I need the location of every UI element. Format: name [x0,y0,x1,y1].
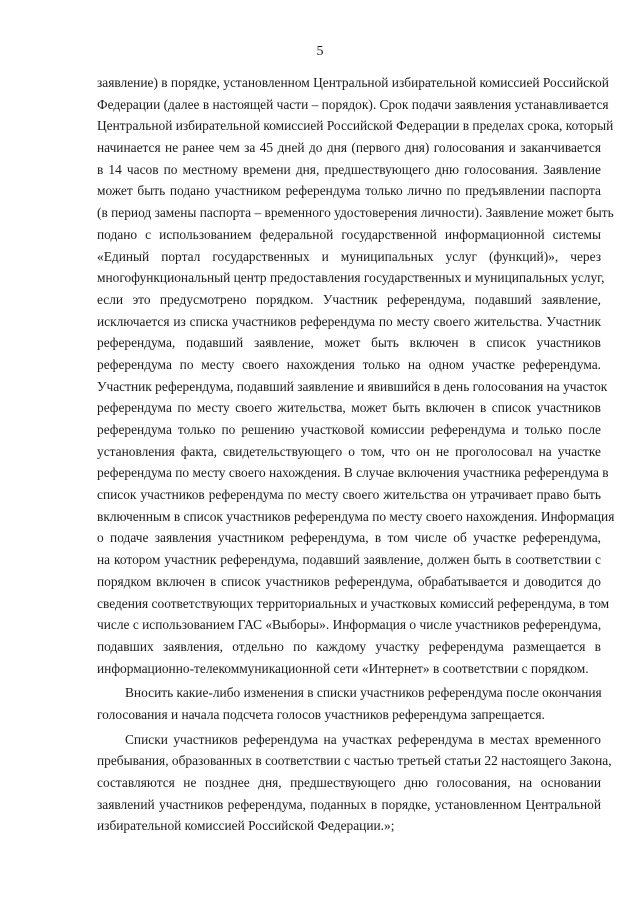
text-line: порядком включен в список участников референдума, обрабатывается и доводится до [97,573,601,589]
text-line: начинается не ранее чем за 45 дней до дня (первого дня) голосования и заканчивается [97,140,601,156]
text-line: пребывания, образованных в соответствии с частью третьей статьи 22 настоящего Закона, [97,753,612,769]
text-line: заявление) в порядке, установленном Центральной избирательной комиссией Российской [97,75,609,90]
text-line: Центральной избирательной комиссией Российской Федерации в пределах срока, который [97,118,614,134]
text-line: включенным в список участников референдума по месту своего нахождения. Информация [97,508,615,524]
page-number: 5 [316,44,324,59]
document-body [97,72,615,837]
text-line: подано с использованием федеральной государственной информационной системы [97,226,601,242]
text-line: избирательной комиссией Российской Федерации.»; [97,818,395,834]
text-line: установления факта, свидетельствующего о том, что он не проголосовал на участке [97,443,601,459]
text-line: о подаче заявления участником референдума, в том числе об участке референдума, [97,530,601,546]
text-line: референдума только по решению участковой комиссии референдума и только после [97,422,601,437]
text-line: может быть подано участником референдума только лично по предъявлении паспорта [97,183,601,199]
text-line: список участников референдума по месту своего жительства он утрачивает право быть [97,487,601,503]
text-line: многофункциональный центр предоставления государственных и муниципальных услуг, [97,270,605,286]
text-line: Списки участников референдума на участках референдума в местах временного [125,731,601,747]
text-line: сведения соответствующих территориальных и участковых комиссий референдума, в том [97,595,610,611]
text-line: (в период замены паспорта – временного удостоверения личности). Заявление может быть [97,205,614,221]
text-line: референдума по месту своего жительства, может быть включен в список участников [97,400,601,416]
text-line: референдума по месту своего нахождения только на одном участке референдума. [97,356,601,372]
text-line: референдума по месту своего нахождения. В случае включения участника референдума в [97,465,609,481]
text-line: в 14 часов по местному времени дня, предшествующего дню голосования. Заявление [97,161,601,177]
text-line: Федерации (далее в настоящей части – порядок). Срок подачи заявления устанавливается [97,96,609,112]
paragraph [97,72,615,679]
text-line: подавших заявления, отдельно по каждому участку референдума размещается в [97,638,601,654]
text-line: на котором участник референдума, подавший заявление, должен быть в соответствии с [97,552,601,568]
text-line: информационно-телекоммуникационной сети «Интернет» в соответствии с порядком. [97,660,589,676]
text-line: голосования и начала подсчета голосов участников референдума запрещается. [97,706,545,722]
text-line: Вносить какие-либо изменения в списки участников референдума после окончания [125,685,602,701]
text-line: Участник референдума, подавший заявление и явившийся в день голосования на участок [97,378,608,394]
text-line: референдума, подавший заявление, может быть включен в список участников [97,335,601,351]
text-line: заявлений участников референдума, поданных в порядке, установленном Центральной [97,796,601,812]
text-line: составляются не позднее дня, предшествующего дню голосования, на основании [97,775,601,790]
text-line: исключается из списка участников референдума по месту своего жительства. Участник [97,313,601,329]
paragraph [97,729,612,837]
paragraph [97,682,601,725]
text-line: числе с использованием ГАС «Выборы». Информация о числе участников референдума, [97,617,602,633]
text-line: «Единый портал государственных и муниципальных услуг (функций)», через [97,248,601,264]
text-line: если это предусмотрено порядком. Участник референдума, подавший заявление, [97,291,601,307]
